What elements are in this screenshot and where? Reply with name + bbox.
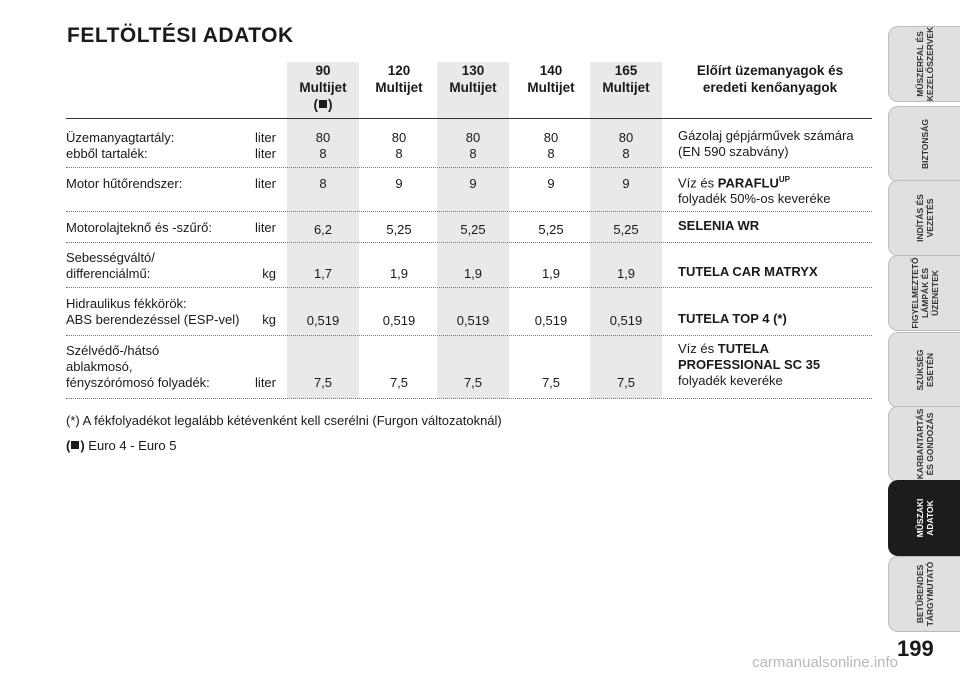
- lubricants-header-line2: eredeti kenőanyagok: [702, 80, 838, 95]
- gearbox-value-90: 1,7: [313, 266, 333, 281]
- washer-unit: liter: [255, 375, 276, 390]
- engine-oil-value-165: 5,25: [613, 222, 639, 237]
- brake-value-140: 0,519: [534, 313, 568, 328]
- fuel-tank-value-90: 80 8: [315, 130, 331, 161]
- gearbox-unit: kg: [262, 266, 276, 281]
- brake-fluid-spec: TUTELA TOP 4 (*): [678, 311, 787, 326]
- gearbox-oil-spec: TUTELA CAR MATRYX: [678, 264, 818, 279]
- column-header-140-engine: Multijet: [527, 80, 575, 95]
- brake-label-line2: ABS berendezéssel (ESP-vel): [66, 312, 240, 327]
- column-header-140: [515, 62, 587, 96]
- column-header-90-marker: ( ): [313, 97, 333, 112]
- column-header-130-power: 130: [461, 63, 485, 78]
- row-divider: [66, 167, 872, 168]
- engine-oil-value-130: 5,25: [460, 222, 486, 237]
- washer-label-line1: Szélvédő-/hátsó: [66, 343, 160, 358]
- brake-label-line1: Hidraulikus fékkörök:: [66, 296, 187, 311]
- gearbox-label-line2: differenciálmű:: [66, 266, 151, 281]
- fuel-tank-label: Üzemanyagtartály:: [66, 130, 175, 145]
- washer-fluid-spec: Víz és TUTELA PROFESSIONAL SC 35 folyadék keveréke: [678, 341, 821, 388]
- row-divider: [66, 335, 872, 336]
- cooling-unit: liter: [255, 176, 276, 191]
- column-header-165: [590, 62, 662, 96]
- washer-label-line3: fényszórómosó folyadék:: [66, 375, 210, 390]
- gearbox-value-140: 1,9: [541, 266, 561, 281]
- column-header-120-engine: Multijet: [375, 80, 423, 95]
- brake-unit: kg: [262, 312, 276, 327]
- column-header-90-power: 90: [315, 63, 331, 78]
- column-header-140-power: 140: [539, 63, 563, 78]
- row-label-fuel-tank: [66, 130, 276, 162]
- brake-value-165: 0,519: [609, 313, 643, 328]
- watermark: carmanualsonline.info: [752, 654, 898, 671]
- tab-warning-lights[interactable]: FIGYELMEZTETŐ LÁMPÁK ÉS ÜZENETEK: [888, 255, 960, 331]
- row-divider: [66, 287, 872, 288]
- cooling-value-90: 8: [319, 176, 327, 191]
- row-label-engine-oil: [66, 220, 276, 236]
- cooling-value-120: 9: [395, 176, 403, 191]
- page-number: 199: [897, 636, 934, 661]
- lubricants-header-line1: Előírt üzemanyagok és: [696, 63, 844, 78]
- column-header-90: [287, 62, 359, 113]
- cooling-value-130: 9: [469, 176, 477, 191]
- fuel-spec: Gázolaj gépjárművek számára (EN 590 szabvány): [678, 128, 854, 159]
- tab-safety[interactable]: BIZTONSÁG: [888, 106, 960, 182]
- tab-maintenance[interactable]: KARBANTARTÁS ÉS GONDOZÁS: [888, 406, 960, 482]
- gearbox-value-165: 1,9: [616, 266, 636, 281]
- fuel-tank-value-140: 80 8: [543, 130, 559, 161]
- washer-value-140: 7,5: [541, 375, 561, 390]
- brake-fluid-footnote: (*) A fékfolyadékot legalább kétévenként kell cserélni (Furgon változatoknál): [66, 413, 502, 428]
- gearbox-label-line1: Sebességváltó/: [66, 250, 155, 265]
- fuel-tank-value-130: 80 8: [465, 130, 481, 161]
- cooling-label: Motor hűtőrendszer:: [66, 176, 183, 191]
- column-header-lubricants: [672, 62, 868, 96]
- euro-note: ( ) Euro 4 - Euro 5: [66, 438, 177, 453]
- engine-oil-value-90: 6,2: [313, 222, 333, 237]
- washer-value-165: 7,5: [616, 375, 636, 390]
- washer-value-90: 7,5: [313, 375, 333, 390]
- fuel-tank-value-120: 80 8: [391, 130, 407, 161]
- row-label-cooling: [66, 176, 276, 192]
- coolant-spec: Víz és $PARAFLU^{UP}$ folyadék 50%-os keveréke: [678, 175, 831, 207]
- reserve-unit: liter: [255, 146, 276, 161]
- column-header-165-engine: Multijet: [602, 80, 650, 95]
- column-header-130-engine: Multijet: [449, 80, 497, 95]
- column-header-120: [363, 62, 435, 96]
- tab-instruments-controls[interactable]: MŰSZERFAL ÉS KEZELŐSZERVEK: [888, 26, 960, 102]
- tab-index[interactable]: BETŰRENDES TÁRGYMUTATÓ: [888, 556, 960, 632]
- row-divider: [66, 242, 872, 243]
- fuel-tank-value-165: 80 8: [618, 130, 634, 161]
- column-header-90-engine: Multijet: [299, 80, 347, 95]
- tab-technical-data[interactable]: MŰSZAKI ADATOK: [888, 480, 960, 556]
- coolant-brand: PARAFLU: [717, 175, 779, 191]
- brake-value-130: 0,519: [456, 313, 490, 328]
- square-bullet-icon: [319, 100, 327, 108]
- reserve-label: ebből tartalék:: [66, 146, 148, 161]
- row-label-gearbox: [66, 250, 276, 282]
- brake-value-120: 0,519: [382, 313, 416, 328]
- brake-value-90: 0,519: [306, 313, 340, 328]
- engine-oil-spec: SELENIA WR: [678, 218, 760, 233]
- tab-starting-driving[interactable]: INDÍTÁS ÉS VEZETÉS: [888, 180, 960, 256]
- column-header-120-power: 120: [387, 63, 411, 78]
- row-label-brake: [66, 296, 276, 328]
- table-bottom-divider: [66, 398, 872, 399]
- washer-value-130: 7,5: [463, 375, 483, 390]
- page-title: FELTÖLTÉSI ADATOK: [67, 24, 294, 47]
- row-label-washer: [66, 343, 276, 391]
- engine-oil-value-140: 5,25: [538, 222, 564, 237]
- column-header-165-power: 165: [614, 63, 638, 78]
- cooling-value-140: 9: [547, 176, 555, 191]
- engine-oil-unit: liter: [255, 220, 276, 235]
- header-divider: [66, 118, 872, 119]
- fuel-tank-unit: liter: [255, 130, 276, 145]
- column-header-130: [437, 62, 509, 96]
- engine-oil-label: Motorolajteknő és -szűrő:: [66, 220, 212, 235]
- square-bullet-icon: [71, 441, 79, 449]
- washer-value-120: 7,5: [389, 375, 409, 390]
- cooling-value-165: 9: [622, 176, 630, 191]
- row-divider: [66, 211, 872, 212]
- gearbox-value-130: 1,9: [463, 266, 483, 281]
- washer-label-line2: ablakmosó,: [66, 359, 133, 374]
- engine-oil-value-120: 5,25: [386, 222, 412, 237]
- tab-emergency[interactable]: SZÜKSÉG ESETÉN: [888, 332, 960, 408]
- gearbox-value-120: 1,9: [389, 266, 409, 281]
